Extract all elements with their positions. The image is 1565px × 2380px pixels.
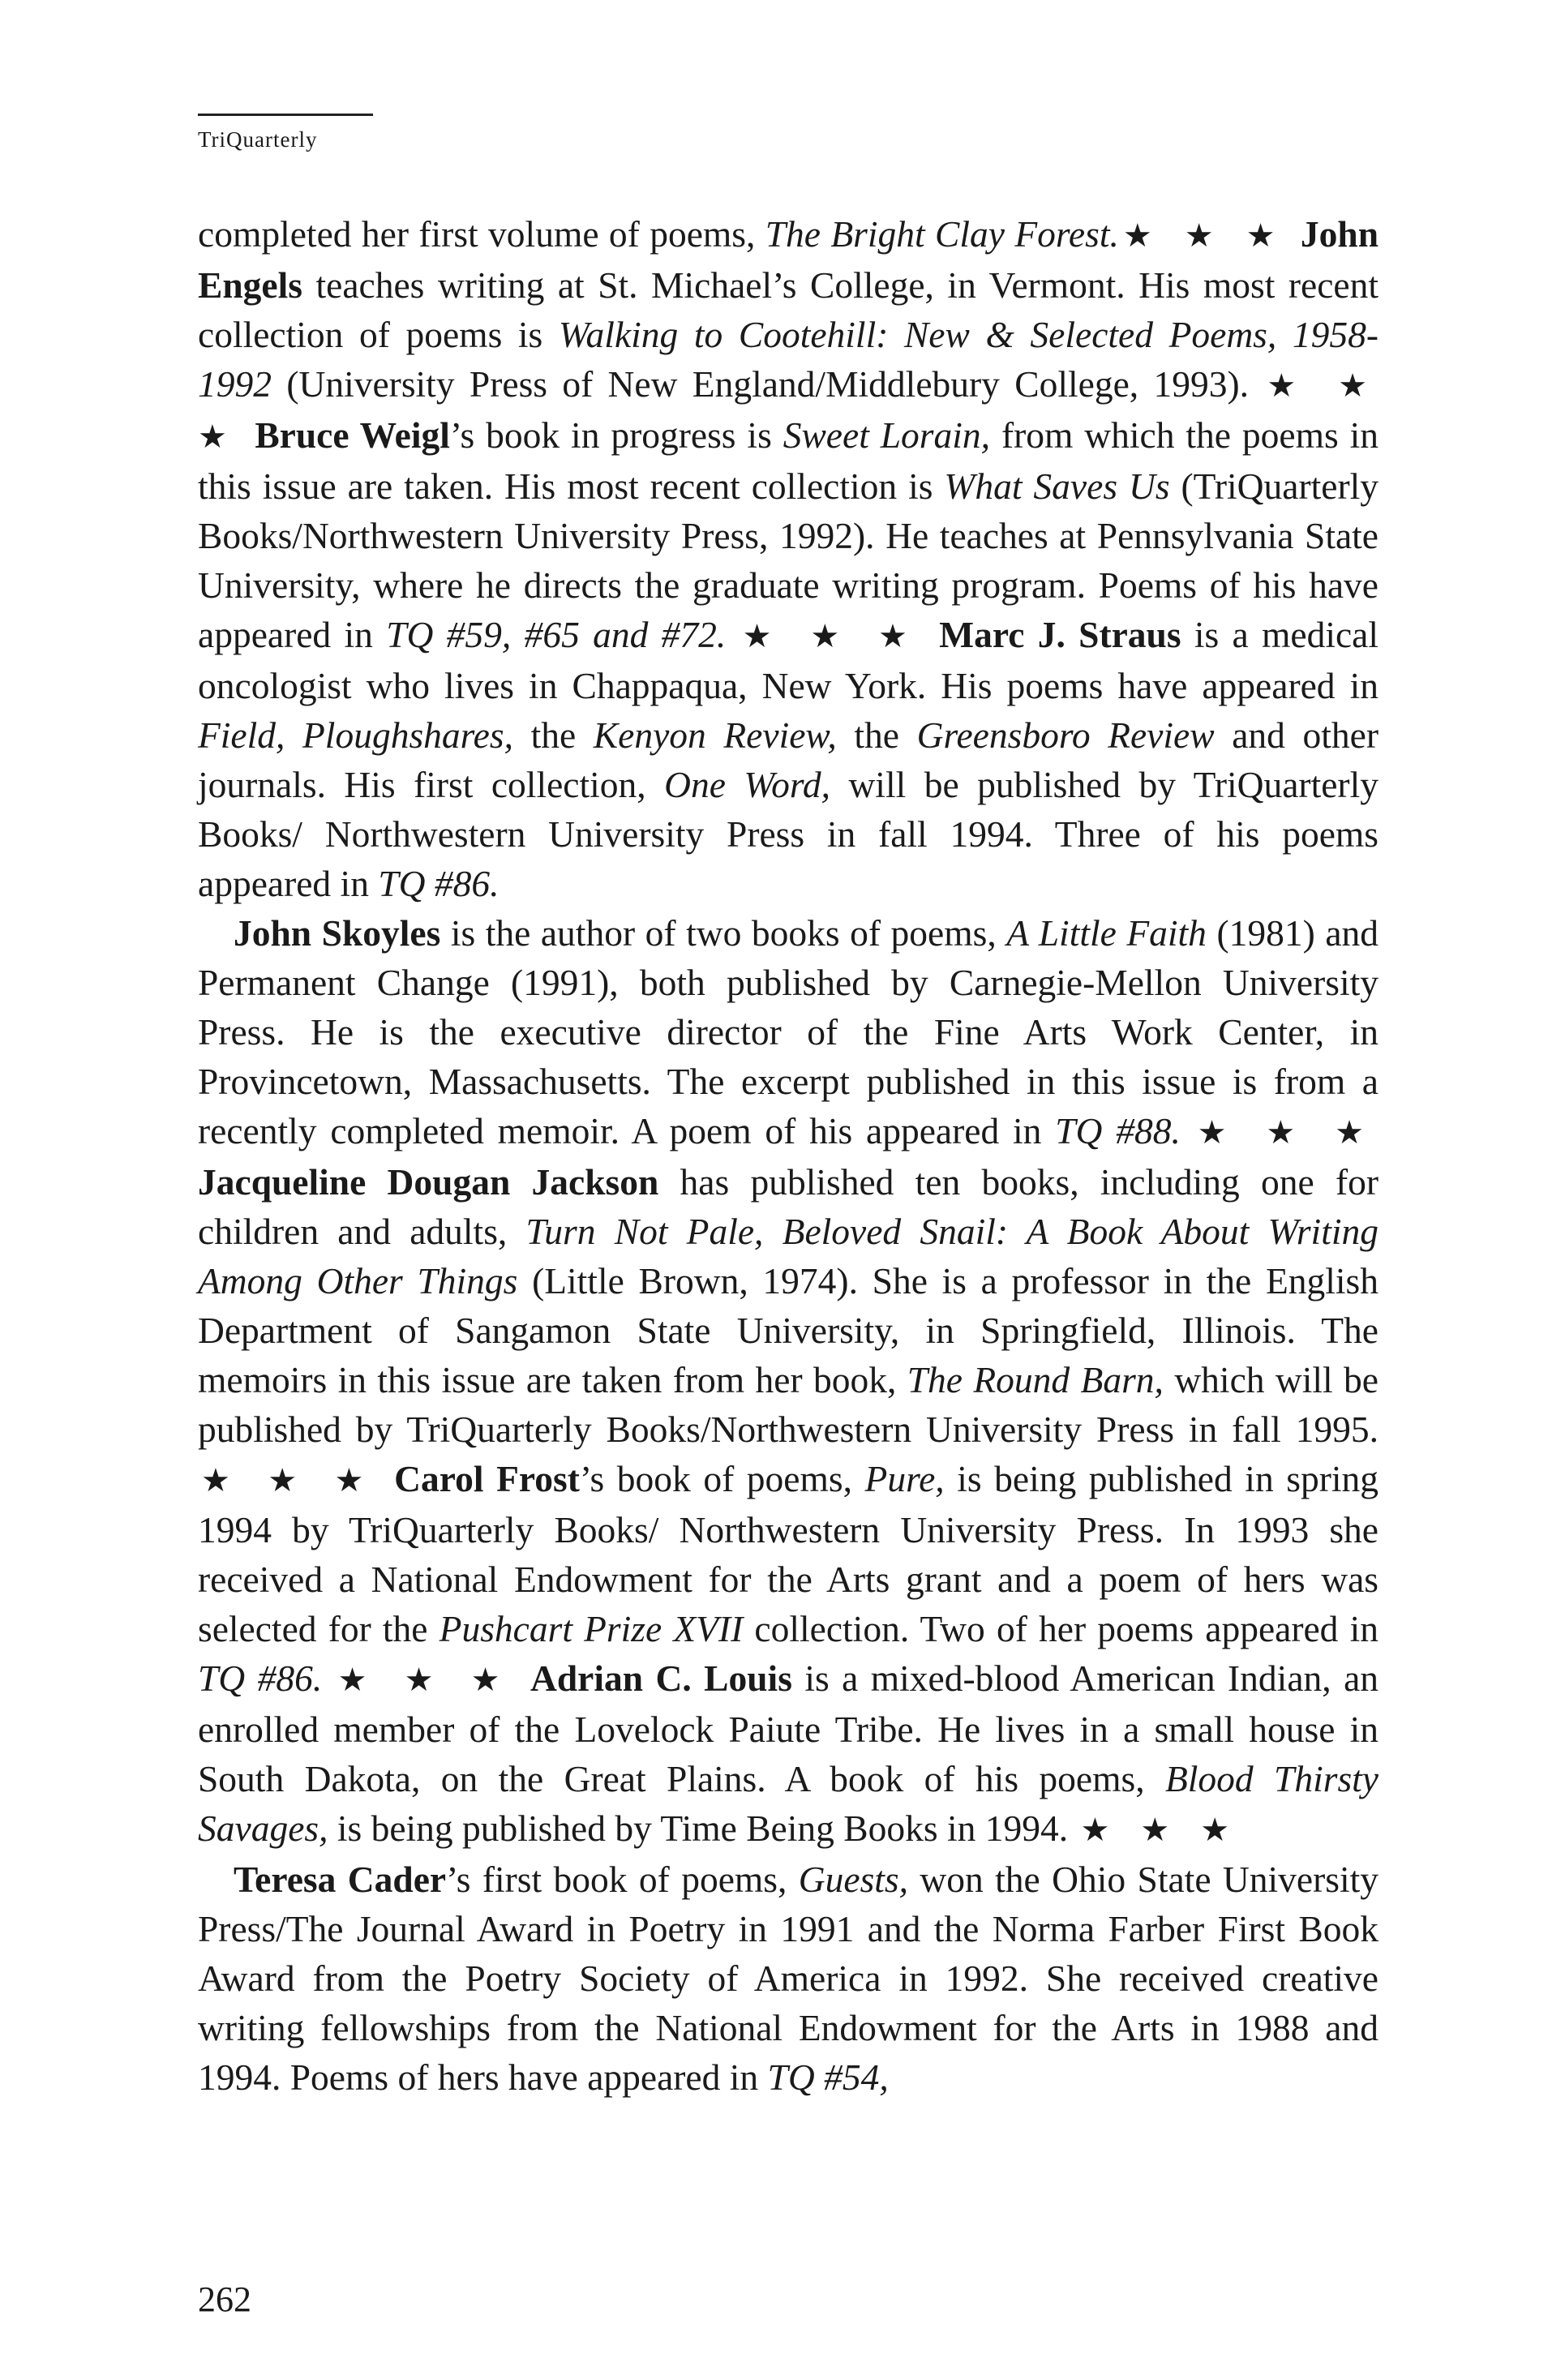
contributor-name: Carol Frost (394, 1458, 580, 1499)
separator-stars: ★ ★ ★ (742, 618, 923, 654)
journal-title: Kenyon Review, (593, 714, 837, 756)
text: is a mixed-blood American Indian, an enrolled member of the Lovelock Paiute Tribe. He lives in a small house in South Dakota, on the Great Plains. A book of his poems, (198, 1657, 1379, 1799)
contributor-name: Teresa Cader (234, 1859, 447, 1900)
journal-ref: TQ #86. (198, 1657, 323, 1699)
text (1181, 1110, 1194, 1151)
book-title: Turn Not Pale, Beloved Snail: A Book About Writing Among Other Things (198, 1211, 1378, 1301)
journal-title: Field, Ploughshares, (198, 714, 513, 756)
paragraph-1 (198, 209, 1378, 908)
book-title: The Round Barn, (907, 1359, 1164, 1400)
text: which will be published by TriQuarterly Books/Northwestern University Press in fall 1995. (198, 1359, 1378, 1450)
text: collection. Two of her poems appeared in (743, 1608, 1378, 1649)
contributor-name: Adrian C. Louis (530, 1657, 792, 1699)
book-title: The Bright Clay Forest. (765, 213, 1119, 255)
text: teaches writing at St. Michael’s College, in Vermont. His most recent collection of poems is (198, 264, 1378, 355)
text: is being published in spring 1994 by TriQuarterly Books/ Northwestern University Press. In 1993 she received a National Endowment for the Arts grant and a poem of hers was selected for the (198, 1458, 1379, 1649)
text: and other journals. His first collection, (198, 714, 1378, 805)
contributor-name: Bruce Weigl (255, 414, 450, 456)
page-number: 262 (198, 2279, 251, 2319)
journal-title: Greensboro Review (916, 714, 1215, 756)
text: has published ten books, including one for children and adults, (198, 1161, 1379, 1252)
running-head (198, 114, 373, 152)
text: is being published by Time Being Books in 1994. (328, 1808, 1069, 1849)
journal-ref: TQ #86. (378, 863, 500, 904)
book-title: Walking to Cootehill: New & Selected Poems, 1958-1992 (198, 314, 1379, 405)
text: (1981) and Permanent Change (1991), both published by Carnegie-Mellon University Press. He is the executive director of the Fine Arts Work Center, in Provincetown, Massachusetts. The excerpt published in this issue is from a recently completed memoir. A poem of his appeared in (198, 912, 1379, 1151)
text: ’s first book of poems, (446, 1859, 799, 1900)
contributor-name: Jacqueline Dougan Jackson (198, 1161, 659, 1203)
separator-stars: ★ ★ ★ (337, 1662, 515, 1698)
book-title: One Word, (664, 764, 830, 805)
paragraph-2 (198, 908, 1378, 1855)
contributors-notes (198, 209, 1378, 2102)
text: (University Press of New England/Middlebury College, 1993). (272, 363, 1264, 405)
text: won the Ohio State University Press/The Journal Award in Poetry in 1991 and the Norma Farber First Book Award from the Poetry Society of America in 1992. She received creative writing fellowships from the National Endowment for the Arts in 1988 and 1994. Poems of hers have appeared in (198, 1859, 1378, 2098)
text: ’s book in progress is (449, 414, 783, 456)
book-title: Sweet Lorain, (782, 414, 991, 456)
text: from which the poems in this issue are taken. His most recent collection is (198, 414, 1379, 507)
text: the (836, 714, 917, 756)
contributor-name: John Skoyles (234, 912, 441, 954)
book-title: Pure, (864, 1458, 945, 1499)
book-title: Pushcart Prize XVII (439, 1608, 744, 1649)
separator-stars: ★ ★ ★ (1121, 217, 1288, 254)
text (726, 614, 739, 655)
text (1291, 213, 1301, 255)
contributor-name: John Engels (198, 213, 1379, 306)
journal-ref: TQ #59, #65 and #72. (386, 614, 727, 655)
text: ’s book of poems, (579, 1458, 865, 1499)
paragraph-3 (198, 1855, 1378, 2102)
text: (TriQuarterly Books/Northwestern University Press, 1992). He teaches at Pennsylvania State University, where he directs the graduate writing program. Poems of his have appeared in (198, 465, 1378, 655)
text: is the author of two books of poems, (440, 912, 1007, 954)
contributor-name: Marc J. Straus (939, 614, 1181, 655)
text: will be published by TriQuarterly Books/ Northwestern University Press in fall 1994. Three of his poems appeared in (198, 764, 1378, 904)
running-head-text: TriQuarterly (198, 127, 318, 152)
book-title: What Saves Us (944, 465, 1170, 507)
book-title: Guests, (798, 1859, 909, 1900)
text: is a medical oncologist who lives in Chappaqua, New York. His poems have appeared in (198, 614, 1379, 706)
book-title: A Little Faith (1006, 912, 1207, 954)
separator-stars: ★ ★ ★ (1197, 1114, 1376, 1151)
text: (Little Brown, 1974). She is a professor in the English Department of Sangamon State University, in Springfield, Illinois. The memoirs in this issue are taken from her book, (198, 1260, 1378, 1400)
journal-ref: TQ #54, (767, 2056, 889, 2098)
journal-ref: TQ #88. (1055, 1110, 1181, 1151)
book-title: Blood Thirsty Savages, (198, 1758, 1378, 1849)
text: the (512, 714, 594, 756)
separator-stars: ★ ★ ★ (201, 1462, 379, 1499)
separator-stars: ★ ★ ★ (198, 367, 1379, 455)
separator-stars: ★ ★ ★ (1080, 1812, 1241, 1848)
text: completed her first volume of poems, (198, 213, 765, 255)
